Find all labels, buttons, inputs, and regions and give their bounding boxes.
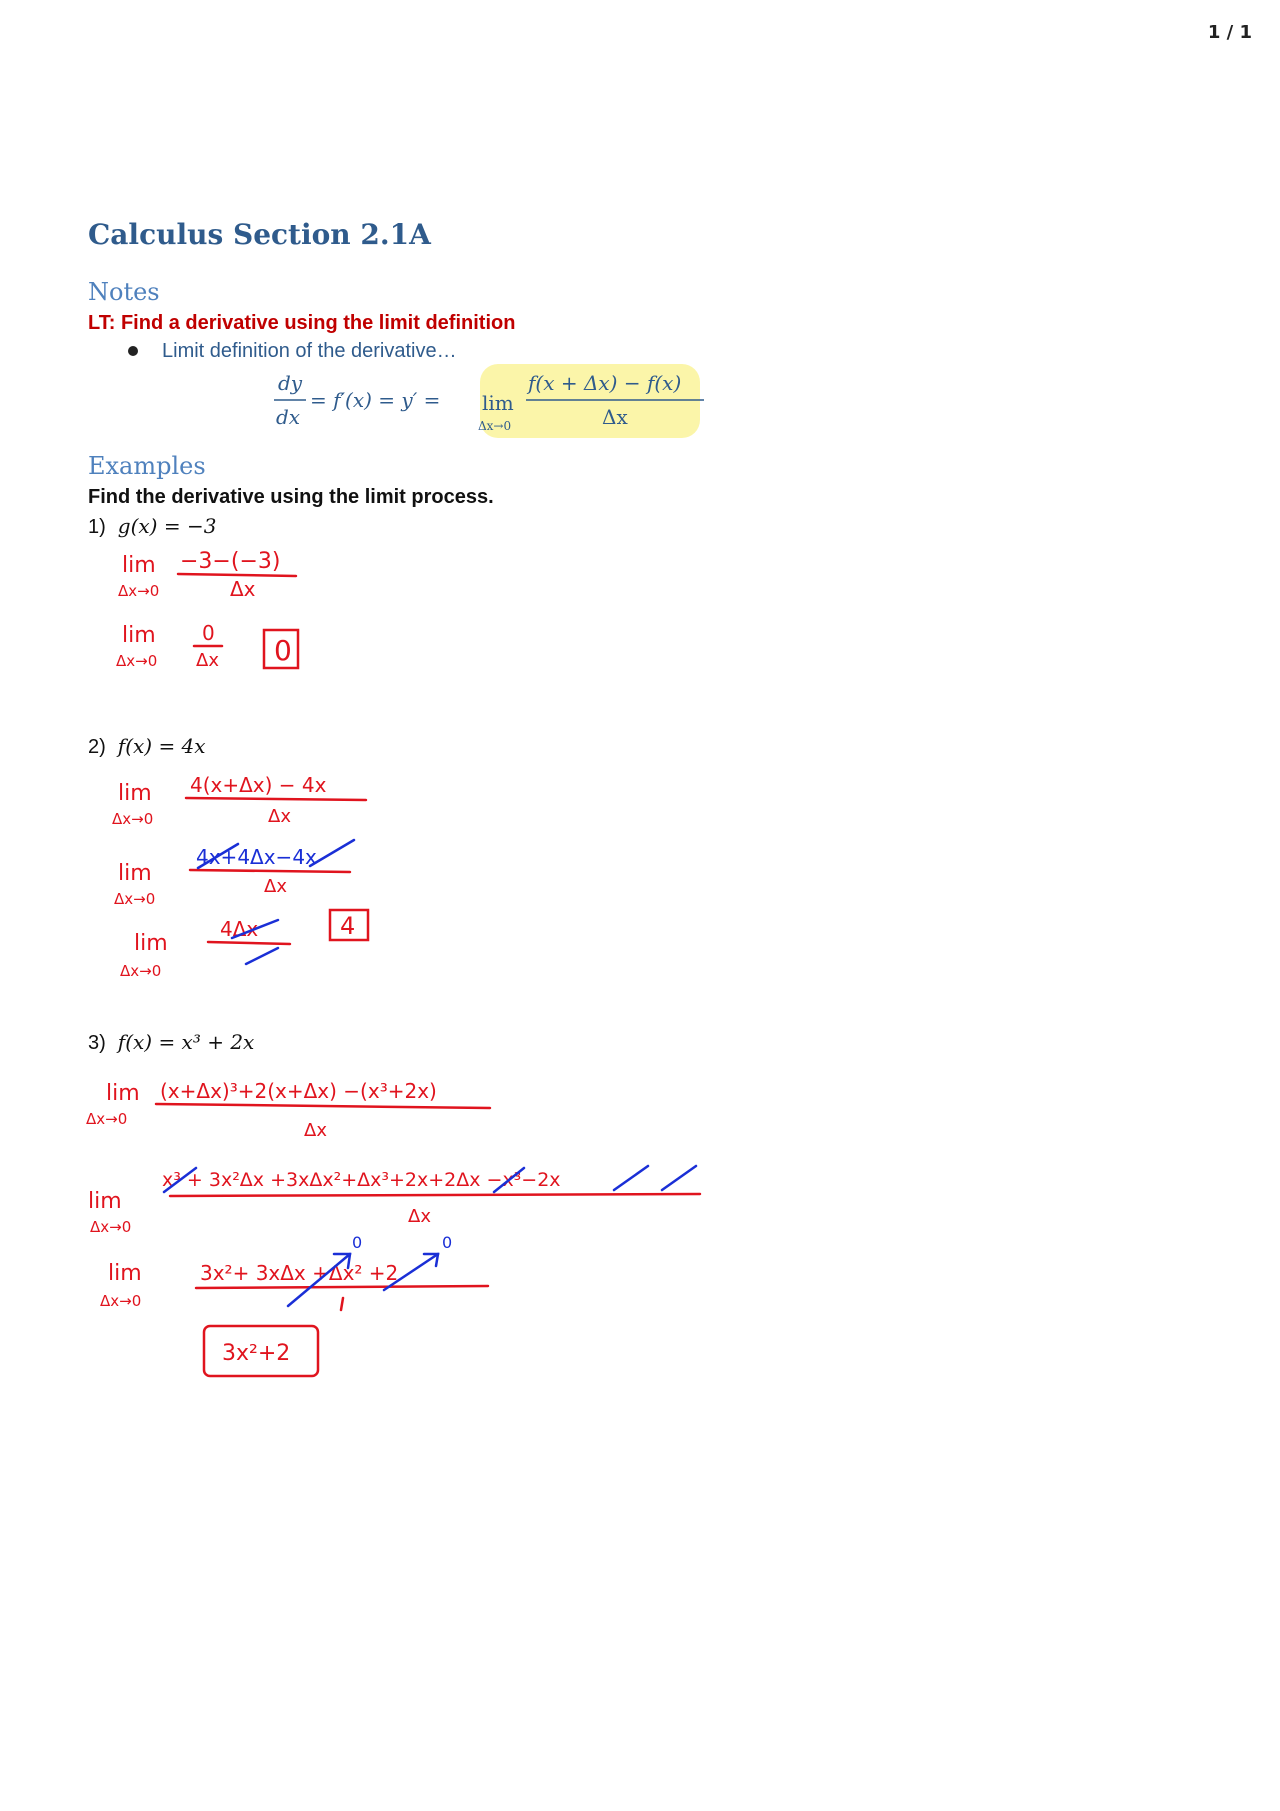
hw-p3-step1-num: (x+Δx)³+2(x+Δx) −(x³+2x)	[160, 1079, 437, 1103]
hw-p3-step2-den: Δx	[408, 1206, 431, 1227]
hw-lim-sub: Δx→0	[114, 890, 156, 908]
formula-frac-num: f(x + Δx) − f(x)	[528, 371, 682, 395]
hw-p3-step2-num: x³ + 3x²Δx +3xΔx²+Δx³+2x+2Δx −x³−2x	[162, 1169, 561, 1191]
hw-lim: lim	[122, 553, 156, 578]
hw-lim-sub: Δx→0	[90, 1218, 132, 1236]
learning-target: LT: Find a derivative using the limit definition	[88, 312, 516, 334]
formula-middle: = f′(x) = y′ =	[310, 388, 441, 412]
hw-lim: lim	[122, 623, 156, 648]
notes-heading: Notes	[88, 278, 160, 306]
hw-p2-step2-den: Δx	[264, 876, 287, 897]
formula-frac-den: Δx	[602, 405, 628, 429]
hw-p2-step3-num: 4Δx	[220, 917, 259, 941]
hw-tick-mark	[341, 1298, 343, 1310]
hw-lim-sub: Δx→0	[118, 582, 160, 600]
hw-fraction-bar	[190, 870, 350, 872]
hw-p2-step1-num: 4(x+Δx) − 4x	[190, 773, 327, 797]
problem-number: 2)	[88, 736, 106, 758]
hw-fraction-bar	[186, 798, 366, 800]
hw-lim-sub: Δx→0	[100, 1292, 142, 1310]
examples-heading: Examples	[88, 452, 206, 480]
hw-p3-zero: 0	[352, 1233, 363, 1252]
hw-lim: lim	[134, 931, 168, 956]
formula-lim-sub: Δx→0	[478, 419, 512, 433]
problem-number: 1)	[88, 516, 106, 538]
hw-p2-step1-den: Δx	[268, 806, 291, 827]
hw-fraction-bar	[178, 574, 296, 576]
hw-fraction-bar	[208, 942, 290, 944]
hw-p1-step1-num: −3−(−3)	[180, 549, 281, 574]
hw-p1-answer: 0	[274, 634, 292, 667]
page-title: Calculus Section 2.1A	[88, 218, 431, 251]
hw-fraction-bar	[156, 1104, 490, 1108]
hw-p3-step3-num: 3x²+ 3xΔx +Δx² +2	[200, 1261, 399, 1285]
hw-lim: lim	[106, 1081, 140, 1106]
hw-cancel-stroke	[662, 1166, 696, 1190]
formula-lhs-num: dy	[278, 371, 303, 395]
hw-lim: lim	[118, 861, 152, 886]
hw-p1-step2-den: Δx	[196, 650, 219, 671]
hw-fraction-bar	[196, 1286, 488, 1288]
bullet-text: Limit definition of the derivative…	[162, 340, 457, 362]
instructions: Find the derivative using the limit process.	[88, 486, 494, 508]
hw-p2-answer: 4	[340, 912, 356, 940]
problem-function: f(x) = 4x	[117, 734, 206, 758]
hw-lim-sub: Δx→0	[86, 1110, 128, 1128]
problem-function: f(x) = x³ + 2x	[117, 1030, 255, 1054]
hw-lim-sub: Δx→0	[120, 962, 162, 980]
hw-p1-step2-num: 0	[202, 621, 215, 645]
hw-lim: lim	[88, 1189, 122, 1214]
hw-p1-step1-den: Δx	[230, 577, 256, 601]
hw-cancel-stroke	[614, 1166, 648, 1190]
hw-p2-step2-num: 4x+4Δx−4x	[196, 845, 317, 869]
hw-p3-zero: 0	[442, 1233, 453, 1252]
hw-lim: lim	[108, 1261, 142, 1286]
hw-p3-answer: 3x²+2	[222, 1341, 291, 1366]
hw-lim-sub: Δx→0	[116, 652, 158, 670]
problem-function: g(x) = −3	[117, 514, 217, 538]
hw-cancel-stroke	[246, 948, 278, 964]
hw-lim-sub: Δx→0	[112, 810, 154, 828]
hw-lim: lim	[118, 781, 152, 806]
formula-lhs-den: dx	[276, 405, 301, 429]
formula-lim: lim	[482, 391, 514, 415]
hw-p3-step1-den: Δx	[304, 1120, 327, 1141]
hw-fraction-bar	[170, 1194, 700, 1196]
problem-number: 3)	[88, 1032, 106, 1054]
page-counter: 1 / 1	[1207, 22, 1252, 43]
